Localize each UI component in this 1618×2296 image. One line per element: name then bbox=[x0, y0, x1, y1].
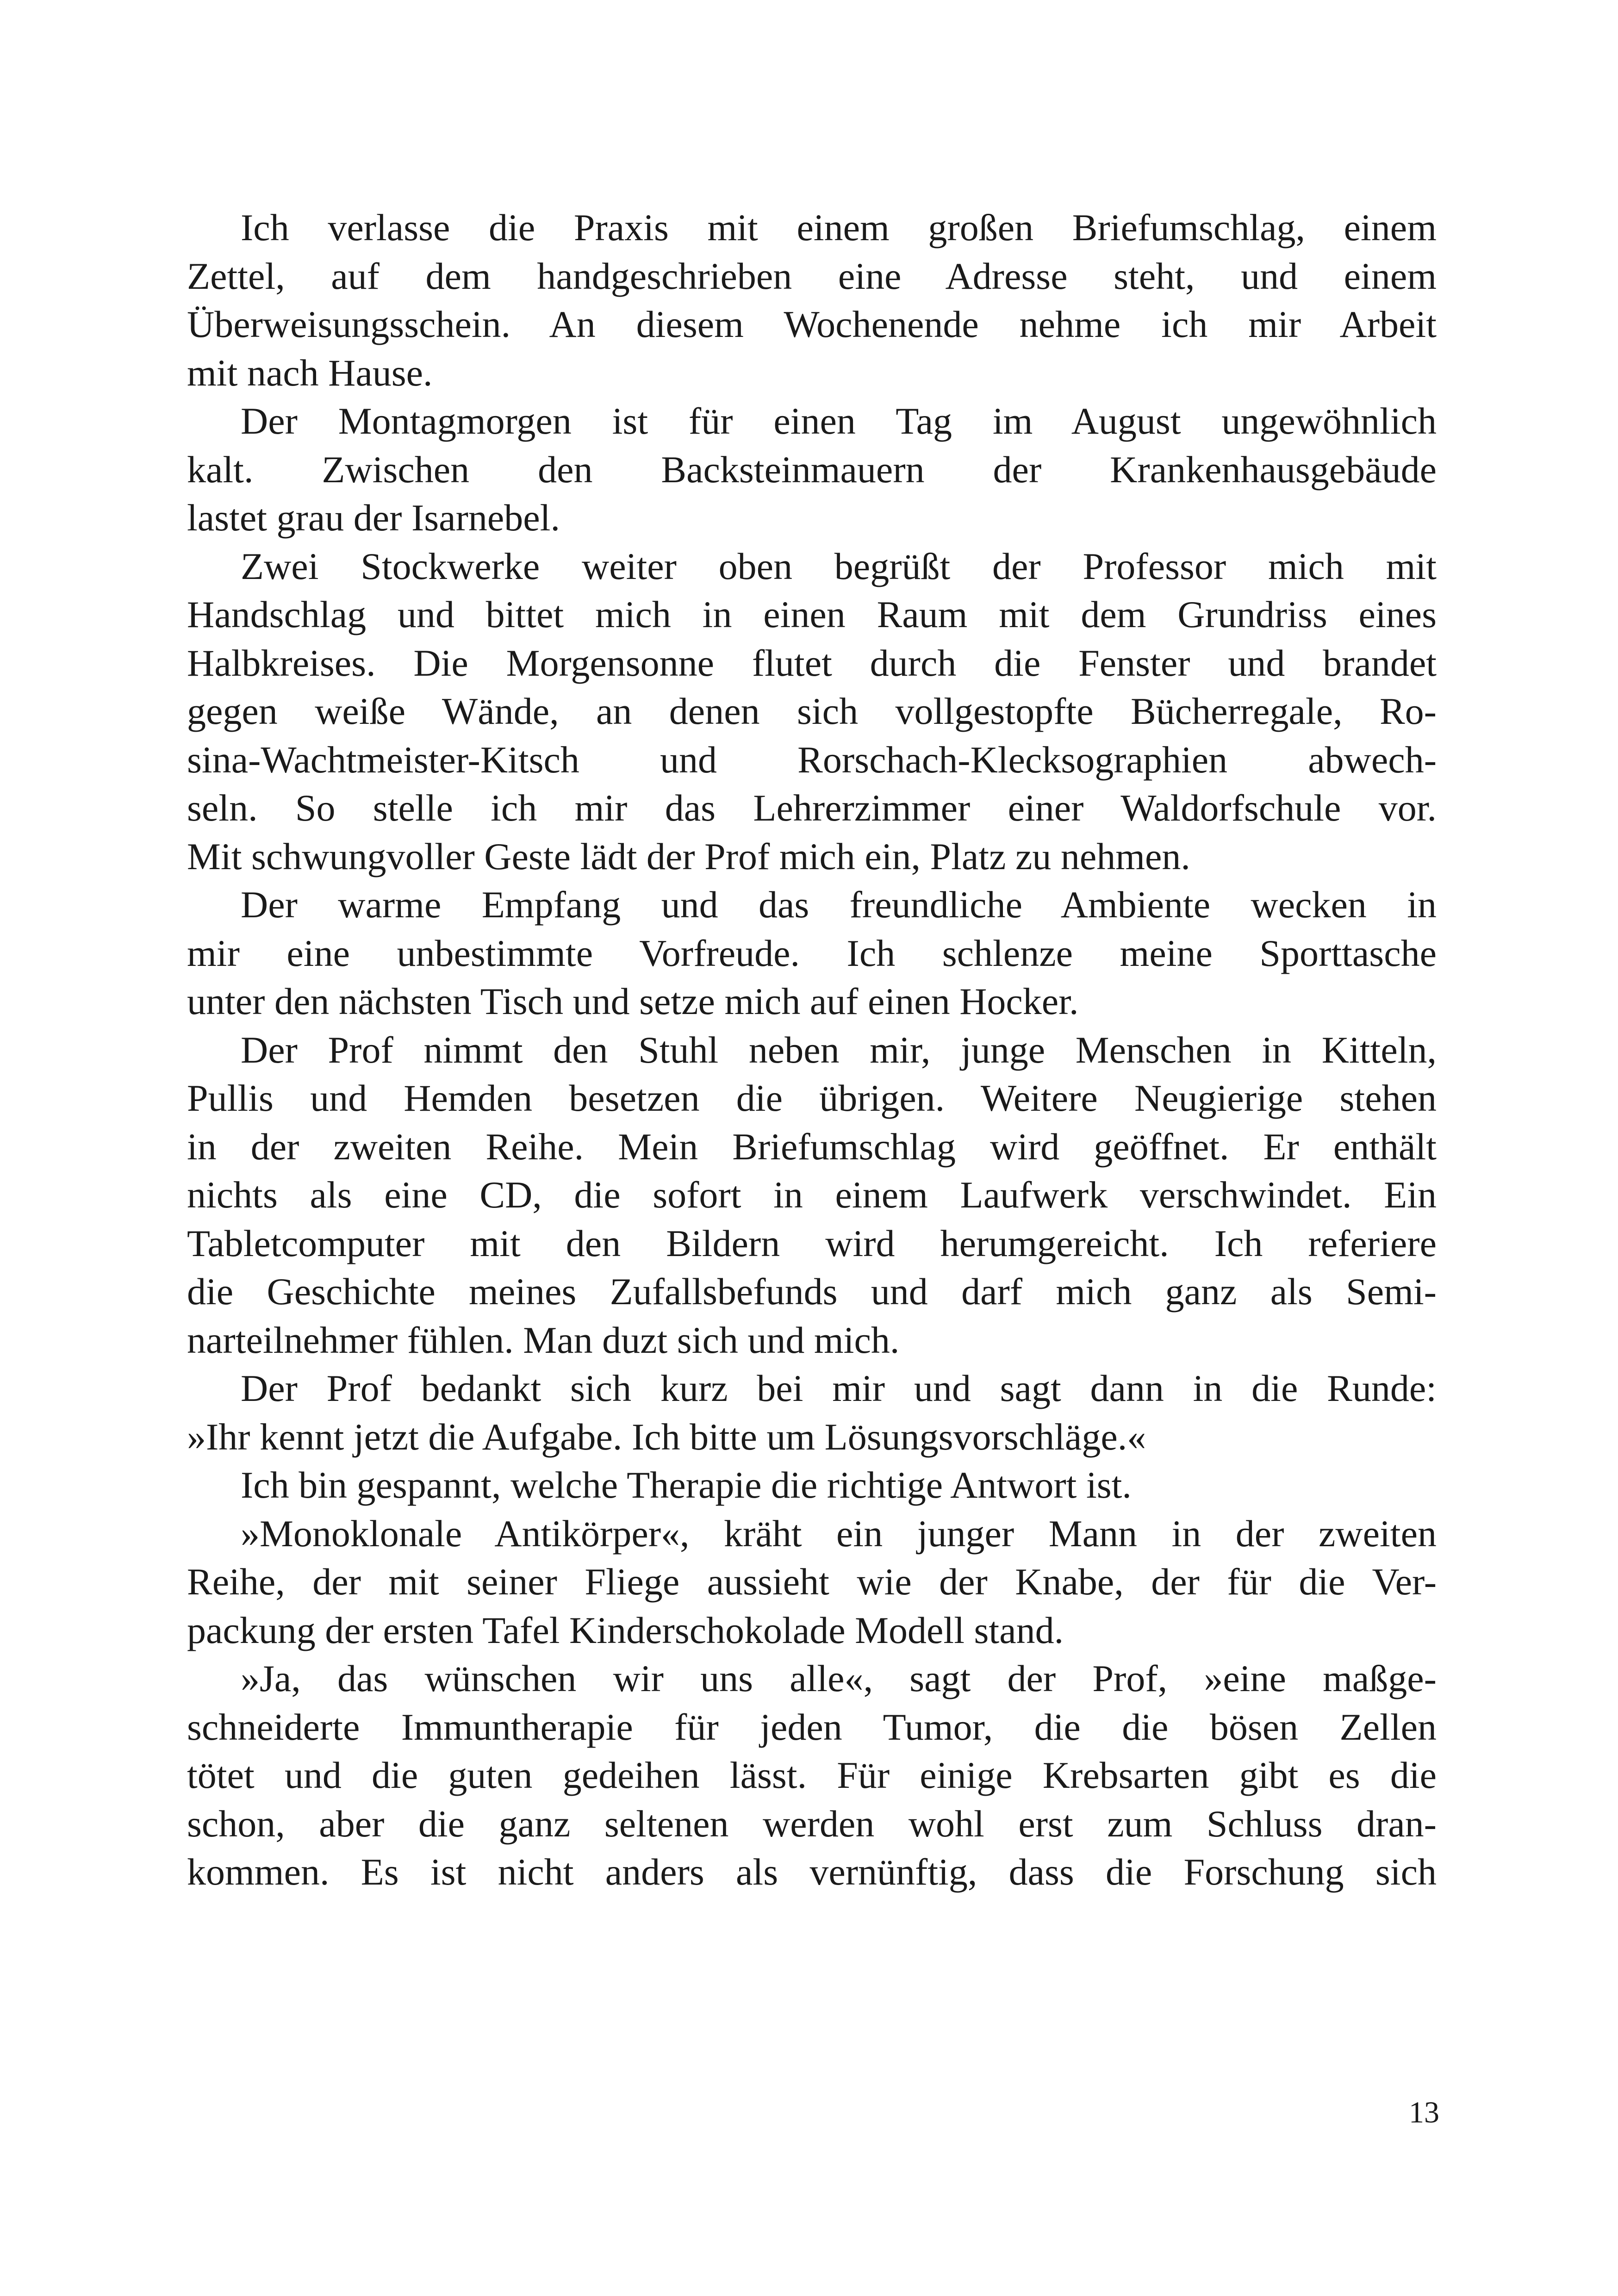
text-line: Zettel, auf dem handgeschrieben eine Adresse steht, und einem bbox=[187, 255, 1437, 297]
text-line: »Ja, das wünschen wir uns alle«, sagt der Prof, »eine maßge- bbox=[241, 1657, 1437, 1699]
text-line: seln. So stelle ich mir das Lehrerzimmer einer Waldorfschule vor. bbox=[187, 787, 1437, 829]
text-line: kalt. Zwischen den Backsteinmauern der Krankenhausgebäude bbox=[187, 448, 1437, 491]
text-line: Überweisungsschein. An diesem Wochenende nehme ich mir Arbeit bbox=[187, 303, 1437, 345]
text-line: unter den nächsten Tisch und setze mich auf einen Hocker. bbox=[187, 980, 1079, 1022]
text-line: Tabletcomputer mit den Bildern wird herumgereicht. Ich referiere bbox=[187, 1222, 1437, 1264]
text-line: tötet und die guten gedeihen lässt. Für einige Krebsarten gibt es die bbox=[187, 1754, 1437, 1796]
text-line: mir eine unbestimmte Vorfreude. Ich schlenze meine Sporttasche bbox=[187, 932, 1437, 974]
text-line: narteilnehmer fühlen. Man duzt sich und mich. bbox=[187, 1319, 900, 1361]
text-line: die Geschichte meines Zufallsbefunds und darf mich ganz als Semi- bbox=[187, 1270, 1437, 1313]
text-line: Ich verlasse die Praxis mit einem großen Briefumschlag, einem bbox=[241, 206, 1437, 249]
text-line: »Monoklonale Antikörper«, kräht ein junger Mann in der zweiten bbox=[241, 1512, 1437, 1555]
text-line: Der Montagmorgen ist für einen Tag im August ungewöhnlich bbox=[241, 400, 1437, 442]
text-line: mit nach Hause. bbox=[187, 351, 433, 394]
text-line: Der Prof nimmt den Stuhl neben mir, junge Menschen in Kitteln, bbox=[241, 1028, 1437, 1071]
text-line: nichts als eine CD, die sofort in einem Laufwerk verschwindet. Ein bbox=[187, 1174, 1437, 1216]
text-line: schneiderte Immuntherapie für jeden Tumor, die die bösen Zellen bbox=[187, 1705, 1437, 1748]
text-line: Handschlag und bittet mich in einen Raum mit dem Grundriss eines bbox=[187, 593, 1437, 635]
text-line: kommen. Es ist nicht anders als vernünftig, dass die Forschung sich bbox=[187, 1851, 1437, 1893]
text-line: sina-Wachtmeister-Kitsch und Rorschach-Klecksographien abwech- bbox=[187, 738, 1437, 781]
text-line: packung der ersten Tafel Kinderschokolade Modell stand. bbox=[187, 1609, 1064, 1651]
text-line: Der Prof bedankt sich kurz bei mir und sagt dann in die Runde: bbox=[241, 1367, 1437, 1409]
text-line: gegen weiße Wände, an denen sich vollgestopfte Bücherregale, Ro- bbox=[187, 690, 1437, 732]
text-line: schon, aber die ganz seltenen werden wohl erst zum Schluss dran- bbox=[187, 1802, 1437, 1845]
text-line: Reihe, der mit seiner Fliege aussieht wie der Knabe, der für die Ver- bbox=[187, 1561, 1437, 1603]
text-line: Der warme Empfang und das freundliche Ambiente wecken in bbox=[241, 884, 1437, 926]
text-line: in der zweiten Reihe. Mein Briefumschlag wird geöffnet. Er enthält bbox=[187, 1125, 1437, 1168]
text-line: lastet grau der Isarnebel. bbox=[187, 497, 560, 539]
text-line: Ich bin gespannt, welche Therapie die richtige Antwort ist. bbox=[241, 1464, 1132, 1506]
body-text bbox=[187, 204, 1437, 1897]
text-line: Mit schwungvoller Geste lädt der Prof mich ein, Platz zu nehmen. bbox=[187, 835, 1190, 877]
page-number: 13 bbox=[1409, 2096, 1439, 2129]
text-line: Pullis und Hemden besetzen die übrigen. Weitere Neugierige stehen bbox=[187, 1077, 1437, 1119]
text-line: »Ihr kennt jetzt die Aufgabe. Ich bitte um Lösungsvorschläge.« bbox=[187, 1415, 1146, 1458]
text-line: Zwei Stockwerke weiter oben begrüßt der Professor mich mit bbox=[241, 545, 1437, 587]
text-line: Halbkreises. Die Morgensonne flutet durch die Fenster und brandet bbox=[187, 641, 1437, 684]
